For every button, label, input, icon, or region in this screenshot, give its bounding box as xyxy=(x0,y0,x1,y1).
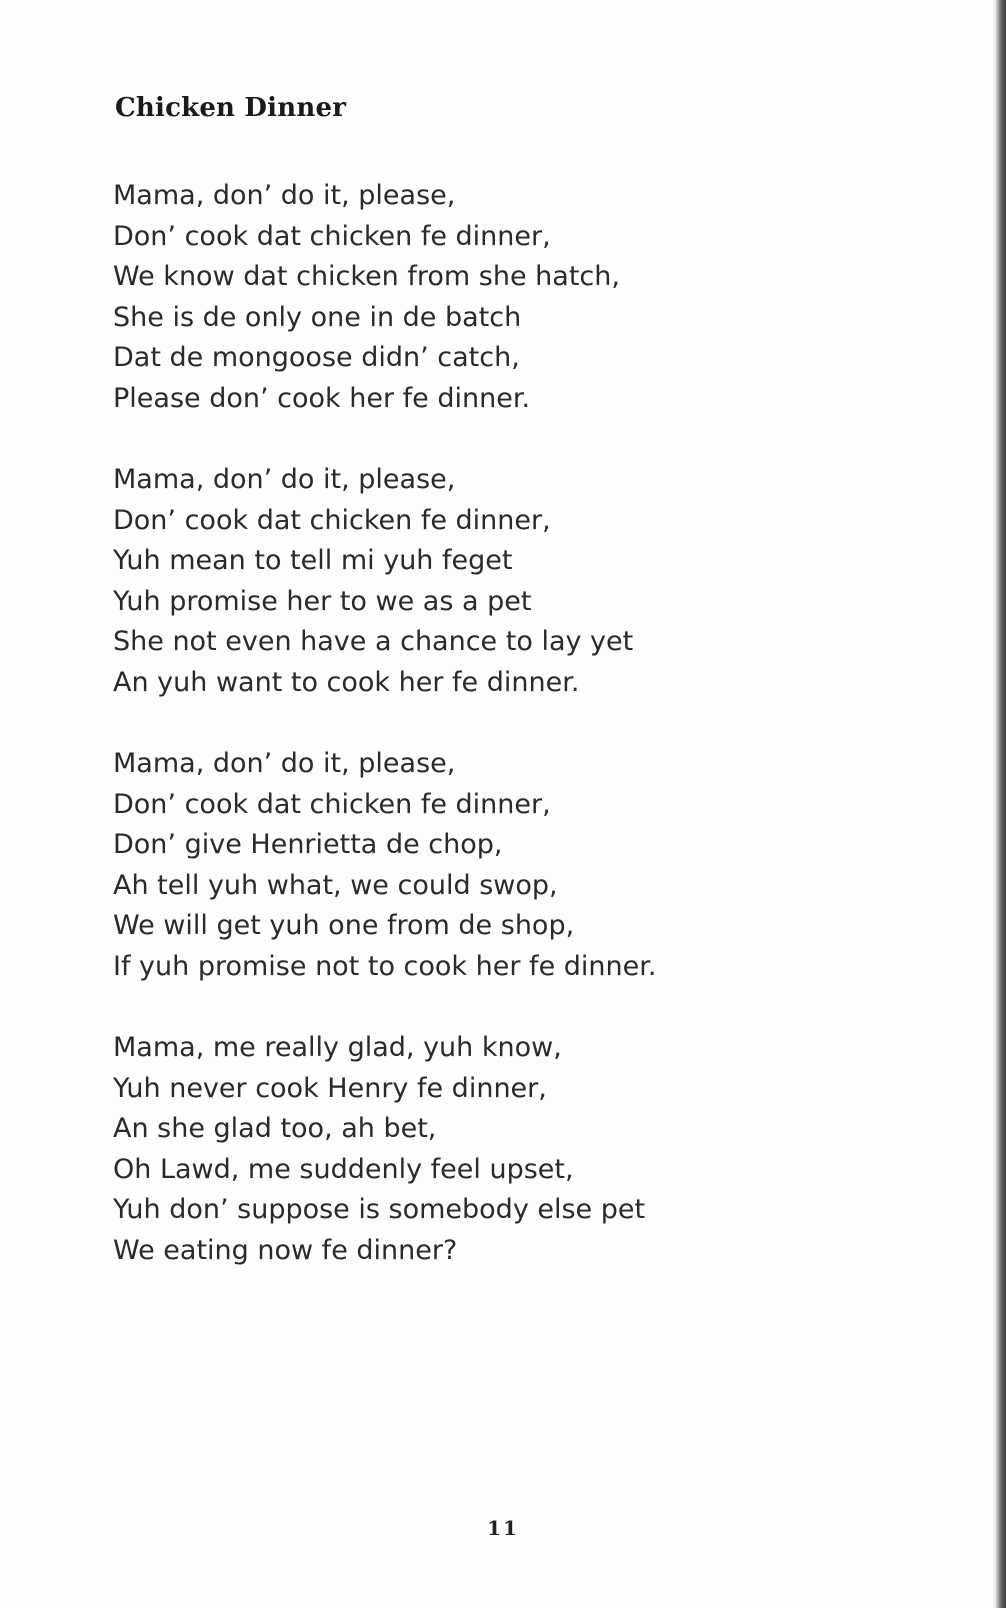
poem-title: Chicken Dinner xyxy=(115,93,347,123)
poem-line: Yuh mean to tell mi yuh feget xyxy=(113,545,513,576)
poem-body xyxy=(113,176,873,1312)
poem-line: Ah tell yuh what, we could swop, xyxy=(113,869,558,901)
stanza-1 xyxy=(113,176,873,419)
page-number: 11 xyxy=(487,1516,519,1540)
poem-line: Yuh don’ suppose is somebody else pet xyxy=(113,1194,646,1225)
book-spine-edge xyxy=(996,0,1006,1608)
poem-line: She not even have a chance to lay yet xyxy=(113,626,634,657)
poem-line: Yuh never cook Henry fe dinner, xyxy=(113,1072,547,1104)
poem-line: An she glad too, ah bet, xyxy=(113,1113,437,1144)
poem-line: Don’ cook dat chicken fe dinner, xyxy=(113,788,551,820)
poem-line: Mama, don’ do it, please, xyxy=(113,464,456,495)
poem-line: Please don’ cook her fe dinner. xyxy=(113,382,531,414)
stanza-2 xyxy=(113,460,873,703)
poem-line: She is de only one in de batch xyxy=(113,301,522,333)
stanza-3 xyxy=(113,744,873,987)
poem-line: If yuh promise not to cook her fe dinner. xyxy=(113,950,657,982)
stanza-4 xyxy=(113,1028,873,1271)
poem-line: Mama, me really glad, yuh know, xyxy=(113,1032,562,1063)
poem-line: Don’ cook dat chicken fe dinner, xyxy=(113,220,551,252)
poem-line: Don’ give Henrietta de chop, xyxy=(113,829,503,860)
poem-line: Yuh promise her to we as a pet xyxy=(113,585,532,617)
poem-line: We eating now fe dinner? xyxy=(113,1234,458,1266)
poem-line: We will get yuh one from de shop, xyxy=(113,910,575,941)
poem-line: Mama, don’ do it, please, xyxy=(113,748,456,779)
poem-line: An yuh want to cook her fe dinner. xyxy=(113,666,580,698)
poem-line: Mama, don’ do it, please, xyxy=(113,180,456,211)
poem-line: Don’ cook dat chicken fe dinner, xyxy=(113,504,551,536)
poem-line: Oh Lawd, me suddenly feel upset, xyxy=(113,1153,574,1185)
poem-line: We know dat chicken from she hatch, xyxy=(113,261,620,292)
poem-line: Dat de mongoose didn’ catch, xyxy=(113,342,520,373)
